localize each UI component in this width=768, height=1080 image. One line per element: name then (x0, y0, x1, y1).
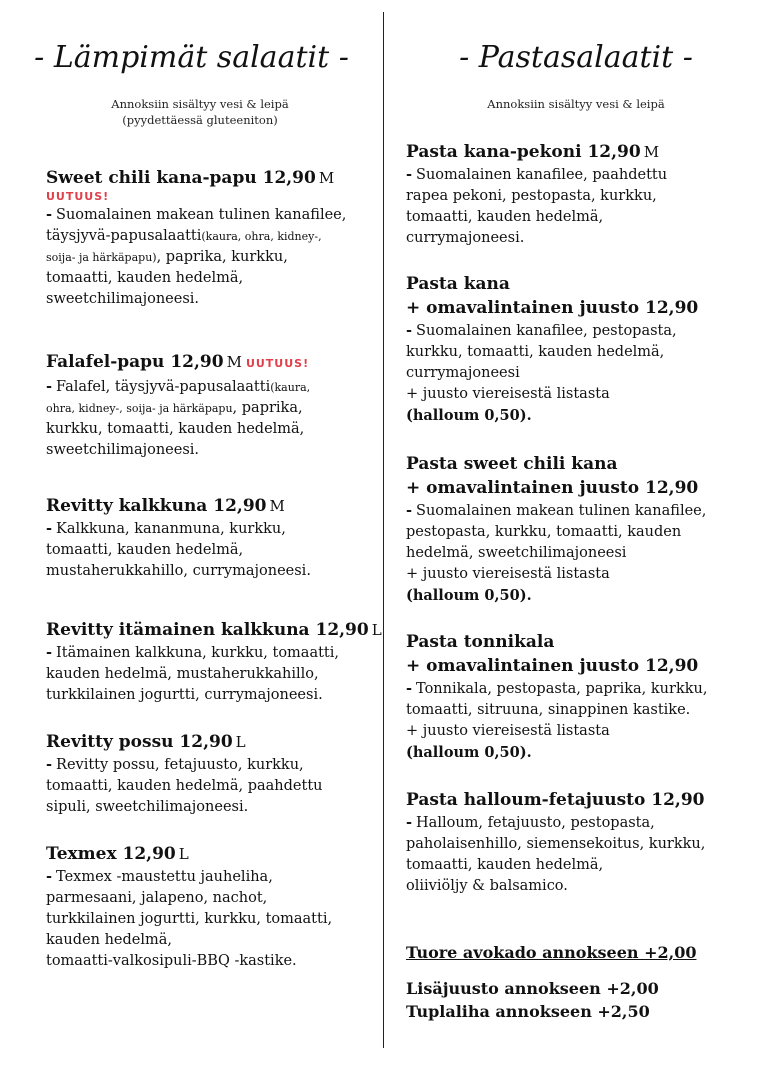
item-desc-line: tomaatti, kauden hedelmä, (46, 270, 244, 286)
item-title-line-2: + omavalintainen juusto 12,90 (406, 478, 699, 498)
new-badge: UUTUUS! (46, 190, 110, 203)
column-divider (383, 12, 384, 1048)
item-desc-line: Halloum, fetajuusto, pestopasta, (416, 815, 655, 831)
menu-item: Pasta sweet chili kana + omavalintainen juusto 12,90 - Suomalainen makean tulinen kanafilee, pestopasta, kurkku, tomaatti, kauden hedelmä, sweetchilimajoneesi + juusto viereisestä listasta (halloum 0,50). (406, 452, 746, 606)
item-desc-line: + juusto viereisestä listasta (406, 566, 610, 582)
item-desc-line: kurkku, tomaatti, kauden hedelmä, (46, 421, 305, 437)
item-desc-line: oliiviöljy & balsamico. (406, 878, 568, 894)
item-desc-line: Itämainen kalkkuna, kurkku, tomaatti, (56, 645, 339, 661)
menu-item: Revitty kalkkuna 12,90 M - Kalkkuna, kananmuna, kurkku, tomaatti, kauden hedelmä, mustaherukkahillo, currymajoneesi. (46, 494, 366, 582)
menu-item: Revitty possu 12,90 L - Revitty possu, fetajuusto, kurkku, tomaatti, kauden hedelmä, paahdettu sipuli, sweetchilimajoneesi. (46, 730, 366, 818)
item-title-line-2: + omavalintainen juusto 12,90 (406, 656, 699, 676)
item-title: Pasta kana-pekoni 12,90 (406, 142, 641, 162)
right-sub-line-1: Annoksiin sisältyy vesi & leipä (487, 97, 665, 111)
left-sub-line-1: Annoksiin sisältyy vesi & leipä (111, 97, 289, 111)
item-title: Revitty itämainen kalkkuna 12,90 (46, 620, 369, 640)
item-price-note: (halloum 0,50). (406, 407, 532, 424)
left-subheading (0, 96, 400, 128)
menu-item: Pasta kana-pekoni 12,90 M - Suomalainen kanafilee, paahdettu rapea pekoni, pestopasta, kurkku, tomaatti, kauden hedelmä, currymajoneesi. (406, 140, 746, 249)
item-desc-line: tomaatti, kauden hedelmä, (406, 209, 604, 225)
item-desc-line: tomaatti-valkosipuli-BBQ -kastike. (46, 953, 297, 969)
item-desc-line: rapea pekoni, pestopasta, kurkku, (406, 188, 657, 204)
item-title: Sweet chili kana-papu 12,90 (46, 168, 316, 188)
menu-item: Pasta tonnikala + omavalintainen juusto 12,90 - Tonnikala, pestopasta, paprika, kurkku, tomaatti, sitruuna, sinappinen kastike. + juusto viereisestä listasta (halloum 0,50). (406, 630, 746, 763)
item-desc-line: kauden hedelmä, (46, 932, 173, 948)
item-desc-line: tomaatti, kauden hedelmä, paahdettu (46, 778, 323, 794)
item-size: M (226, 353, 242, 371)
item-desc-line: tomaatti, kauden hedelmä, (406, 857, 604, 873)
item-desc-line: paholaisenhillo, siemensekoitus, kurkku, (406, 836, 706, 852)
item-title: Pasta sweet chili kana (406, 454, 618, 474)
menu-item: Sweet chili kana-papu 12,90 M UUTUUS! - Suomalainen makean tulinen kanafilee, täysjyvä-papusalaatti(kaura, ohra, kidney-, soija- ja härkäpapu), paprika, kurkku, tomaatti, kauden hedelmä, sweetchilimajoneesi. (46, 166, 366, 310)
menu-item: Pasta kana + omavalintainen juusto 12,90 - Suomalainen kanafilee, pestopasta, kurkku, tomaatti, kauden hedelmä, currymajoneesi + juusto viereisestä listasta (halloum 0,50). (406, 272, 746, 426)
item-desc-line: + juusto viereisestä listasta (406, 723, 610, 739)
item-size: L (178, 845, 189, 863)
item-desc-line: tomaatti, sitruuna, sinappinen kastike. (406, 702, 691, 718)
item-desc-line: sweetchilimajoneesi. (46, 442, 200, 458)
item-desc-note: (kaura, (270, 381, 311, 394)
item-desc-line: , paprika, kurkku, (156, 249, 288, 265)
menu-item: Pasta halloum-fetajuusto 12,90 - Halloum, fetajuusto, pestopasta, paholaisenhillo, siemensekoitus, kurkku, tomaatti, kauden hedelmä, oliiviöljy & balsamico. (406, 788, 746, 897)
item-title: Pasta kana (406, 274, 510, 294)
item-size: L (371, 621, 382, 639)
item-price-note: (halloum 0,50). (406, 744, 532, 761)
item-desc-line: Suomalainen kanafilee, pestopasta, (416, 323, 677, 339)
item-desc-line: parmesaani, jalapeno, nachot, (46, 890, 268, 906)
item-desc-line: Kalkkuna, kananmuna, kurkku, (56, 521, 286, 537)
item-desc-line: pestopasta, kurkku, tomaatti, kauden (406, 524, 682, 540)
item-desc-note: (kaura, ohra, kidney-, (201, 230, 322, 243)
item-title: Pasta tonnikala (406, 632, 555, 652)
item-desc-line: Suomalainen makean tulinen kanafilee, (416, 503, 707, 519)
item-desc-line: sweetchilimajoneesi. (46, 291, 200, 307)
item-desc-line: Texmex -maustettu jauheliha, (56, 869, 273, 885)
item-title-line-2: + omavalintainen juusto 12,90 (406, 298, 699, 318)
right-heading: - Pastasalaatit - (459, 40, 693, 75)
extra-avocado: Tuore avokado annokseen +2,00 (406, 943, 697, 962)
menu-item: Revitty itämainen kalkkuna 12,90 L - Itämainen kalkkuna, kurkku, tomaatti, kauden hedelmä, mustaherukkahillo, turkkilainen jogurtti, currymajoneesi. (46, 618, 366, 706)
item-title: Revitty possu 12,90 (46, 732, 233, 752)
item-desc-line: turkkilainen jogurtti, currymajoneesi. (46, 687, 323, 703)
item-desc-line: hedelmä, sweetchilimajoneesi (406, 545, 627, 561)
item-title: Revitty kalkkuna 12,90 (46, 496, 267, 516)
item-desc-line: kauden hedelmä, mustaherukkahillo, (46, 666, 319, 682)
item-desc-line: tomaatti, kauden hedelmä, (46, 542, 244, 558)
item-desc-line: mustaherukkahillo, currymajoneesi. (46, 563, 311, 579)
item-desc-line: + juusto viereisestä listasta (406, 386, 610, 402)
item-desc-line: Falafel, täysjyvä-papusalaatti (56, 379, 271, 395)
item-size: M (318, 169, 335, 187)
item-desc-line: currymajoneesi. (406, 230, 525, 246)
item-price-note: (halloum 0,50). (406, 587, 532, 604)
item-desc-note: soija- ja härkäpapu) (46, 251, 157, 264)
item-desc-line: sipuli, sweetchilimajoneesi. (46, 799, 249, 815)
item-desc-line: kurkku, tomaatti, kauden hedelmä, (406, 344, 665, 360)
left-heading: - Lämpimät salaatit - (34, 40, 349, 75)
item-desc-line: Suomalainen makean tulinen kanafilee, (56, 207, 347, 223)
item-size: M (643, 143, 660, 161)
item-desc-line: Revitty possu, fetajuusto, kurkku, (56, 757, 304, 773)
item-desc-line: Tonnikala, pestopasta, paprika, kurkku, (416, 681, 708, 697)
extra-meat: Tuplaliha annokseen +2,50 (406, 1002, 650, 1021)
item-desc-line: täysjyvä-papusalaatti (46, 228, 202, 244)
item-title: Texmex 12,90 (46, 844, 176, 864)
item-desc-line: Suomalainen kanafilee, paahdettu (416, 167, 668, 183)
item-desc-line: turkkilainen jogurtti, kurkku, tomaatti, (46, 911, 333, 927)
extra-cheese: Lisäjuusto annokseen +2,00 (406, 979, 659, 998)
item-title: Falafel-papu 12,90 (46, 352, 224, 372)
new-badge: UUTUUS! (245, 357, 310, 370)
item-size: M (269, 497, 285, 515)
item-desc-line: , paprika, (232, 400, 303, 416)
menu-item: Texmex 12,90 L - Texmex -maustettu jauheliha, parmesaani, jalapeno, nachot, turkkilainen jogurtti, kurkku, tomaatti, kauden hedelmä, tomaatti-valkosipuli-BBQ -kastike. (46, 842, 366, 972)
item-desc-line: currymajoneesi (406, 365, 520, 381)
right-subheading (384, 96, 768, 112)
item-title: Pasta halloum-fetajuusto 12,90 (406, 790, 705, 810)
menu-item: Falafel-papu 12,90 M UUTUUS! - Falafel, täysjyvä-papusalaatti(kaura, ohra, kidney-, soija- ja härkäpapu, paprika, kurkku, tomaatti, kauden hedelmä, sweetchilimajoneesi. (46, 350, 366, 461)
left-sub-line-2: (pyydettäessä gluteeniton) (122, 113, 278, 127)
item-desc-note: ohra, kidney-, soija- ja härkäpapu (46, 402, 233, 415)
item-size: L (235, 733, 246, 751)
